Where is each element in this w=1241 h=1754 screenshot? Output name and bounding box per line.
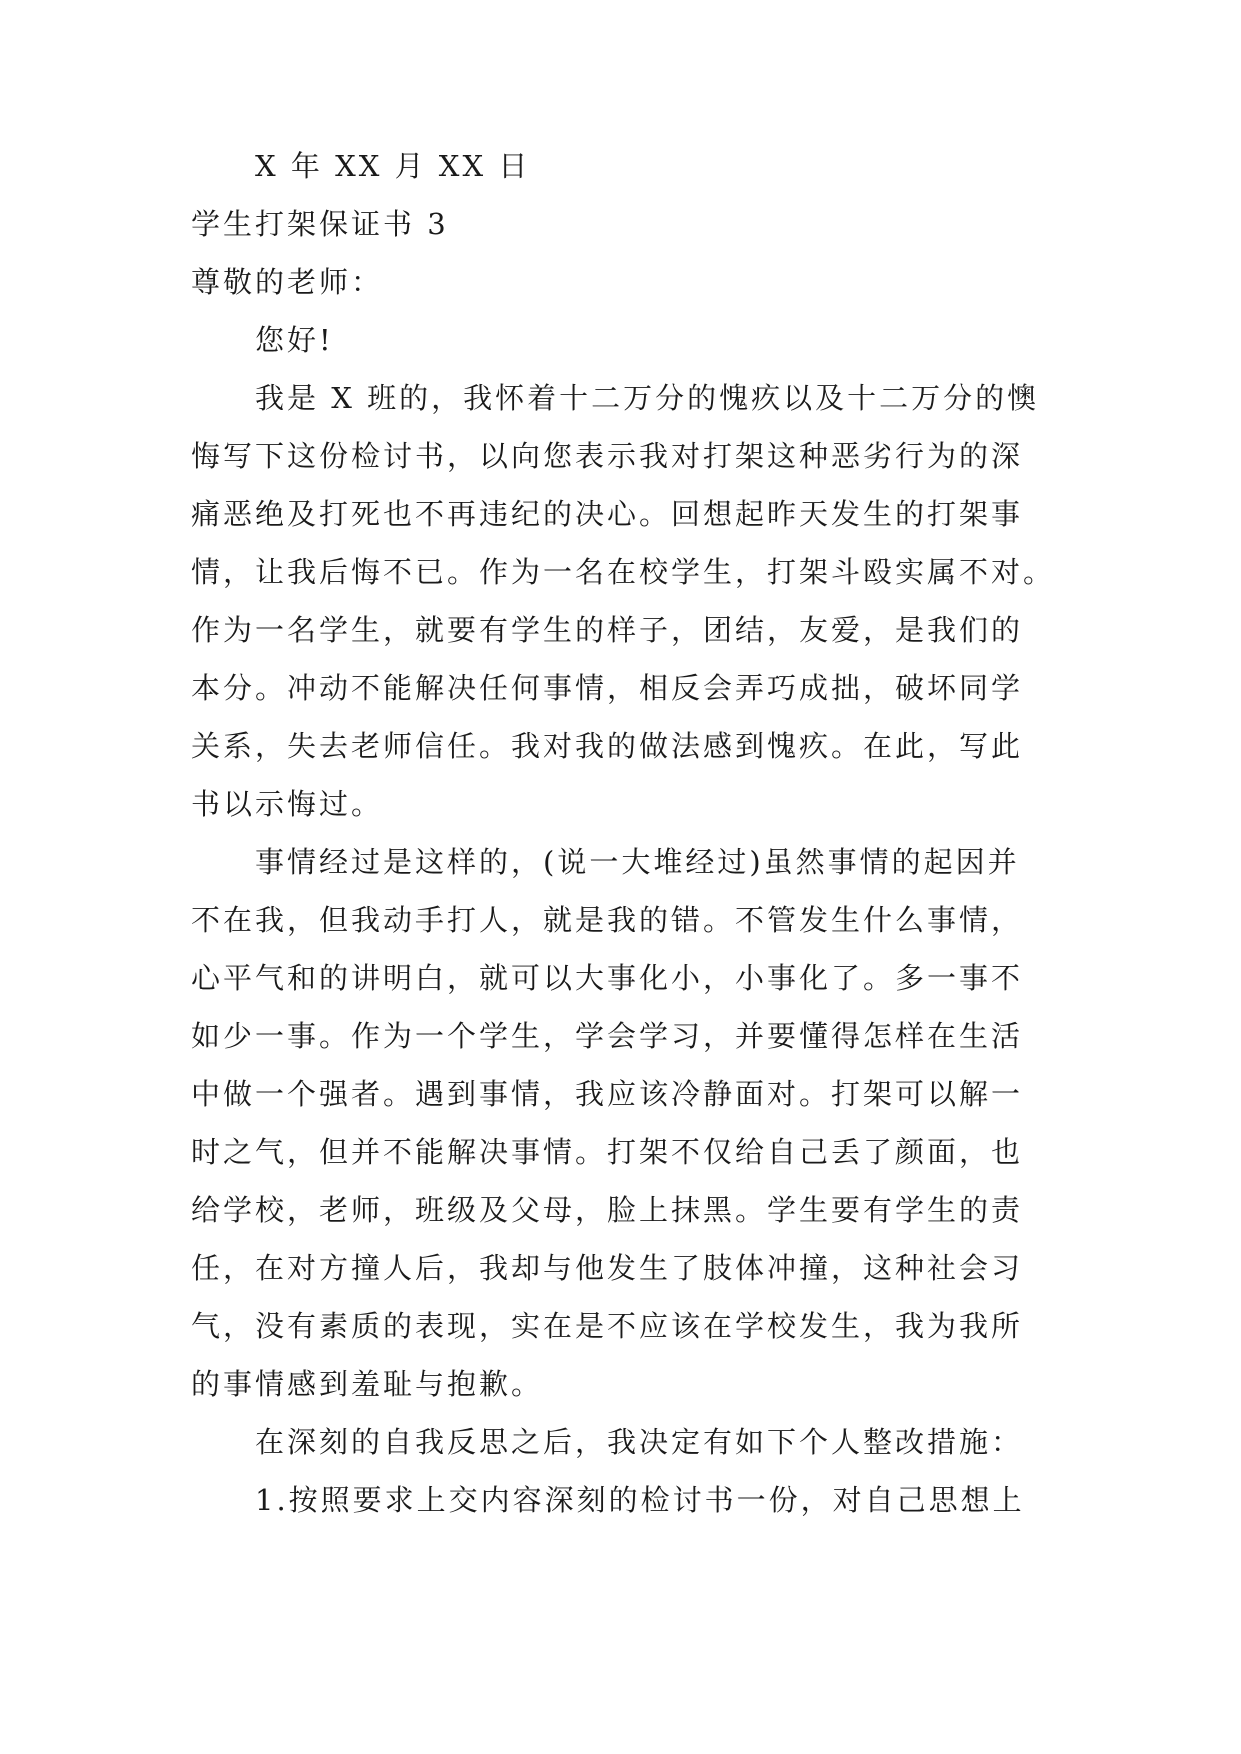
- paragraph-line: 心平气和的讲明白，就可以大事化小，小事化了。多一事不: [191, 961, 1024, 995]
- document-heading: 学生打架保证书 3: [191, 207, 449, 241]
- paragraph-2: [191, 833, 1051, 1413]
- measures-intro: 在深刻的自我反思之后，我决定有如下个人整改措施：: [255, 1425, 1024, 1459]
- paragraph-line: 我是 X 班的，我怀着十二万分的愧疚以及十二万分的懊: [255, 381, 1040, 415]
- paragraph-line: 悔写下这份检讨书，以向您表示我对打架这种恶劣行为的深: [191, 439, 1024, 473]
- paragraph-line: 的事情感到羞耻与抱歉。: [191, 1367, 544, 1401]
- date-line: X 年 XX 月 XX 日: [255, 149, 531, 183]
- paragraph-line: 给学校，老师，班级及父母，脸上抹黑。学生要有学生的责: [191, 1193, 1024, 1227]
- measure-item-1: 1.按照要求上交内容深刻的检讨书一份，对自己思想上: [255, 1483, 1025, 1517]
- paragraph-line: 情，让我后悔不已。作为一名在校学生，打架斗殴实属不对。: [191, 555, 1056, 589]
- paragraph-line: 不在我，但我动手打人，就是我的错。不管发生什么事情，: [191, 903, 1024, 937]
- paragraph-line: 本分。冲动不能解决任何事情，相反会弄巧成拙，破坏同学: [191, 671, 1024, 705]
- paragraph-line: 中做一个强者。遇到事情，我应该冷静面对。打架可以解一: [191, 1077, 1024, 1111]
- paragraph-line: 作为一名学生，就要有学生的样子，团结，友爱，是我们的: [191, 613, 1024, 647]
- paragraph-line: 书以示悔过。: [191, 787, 384, 821]
- paragraph-line: 痛恶绝及打死也不再违纪的决心。回想起昨天发生的打架事: [191, 497, 1024, 531]
- paragraph-line: 任，在对方撞人后，我却与他发生了肢体冲撞，这种社会习: [191, 1251, 1024, 1285]
- paragraph-line: 气，没有素质的表现，实在是不应该在学校发生，我为我所: [191, 1309, 1024, 1343]
- paragraph-line: 关系，失去老师信任。我对我的做法感到愧疚。在此，写此: [191, 729, 1024, 763]
- document-body: [191, 137, 1056, 1529]
- paragraph-line: 时之气，但并不能解决事情。打架不仅给自己丢了颜面，也: [191, 1135, 1024, 1169]
- paragraph-1: [191, 369, 1056, 833]
- salutation: 尊敬的老师：: [191, 265, 384, 299]
- paragraph-line: 如少一事。作为一个学生，学会学习，并要懂得怎样在生活: [191, 1019, 1024, 1053]
- paragraph-line: 事情经过是这样的，(说一大堆经过)虽然事情的起因并: [255, 845, 1020, 879]
- greeting: 您好!: [255, 323, 334, 357]
